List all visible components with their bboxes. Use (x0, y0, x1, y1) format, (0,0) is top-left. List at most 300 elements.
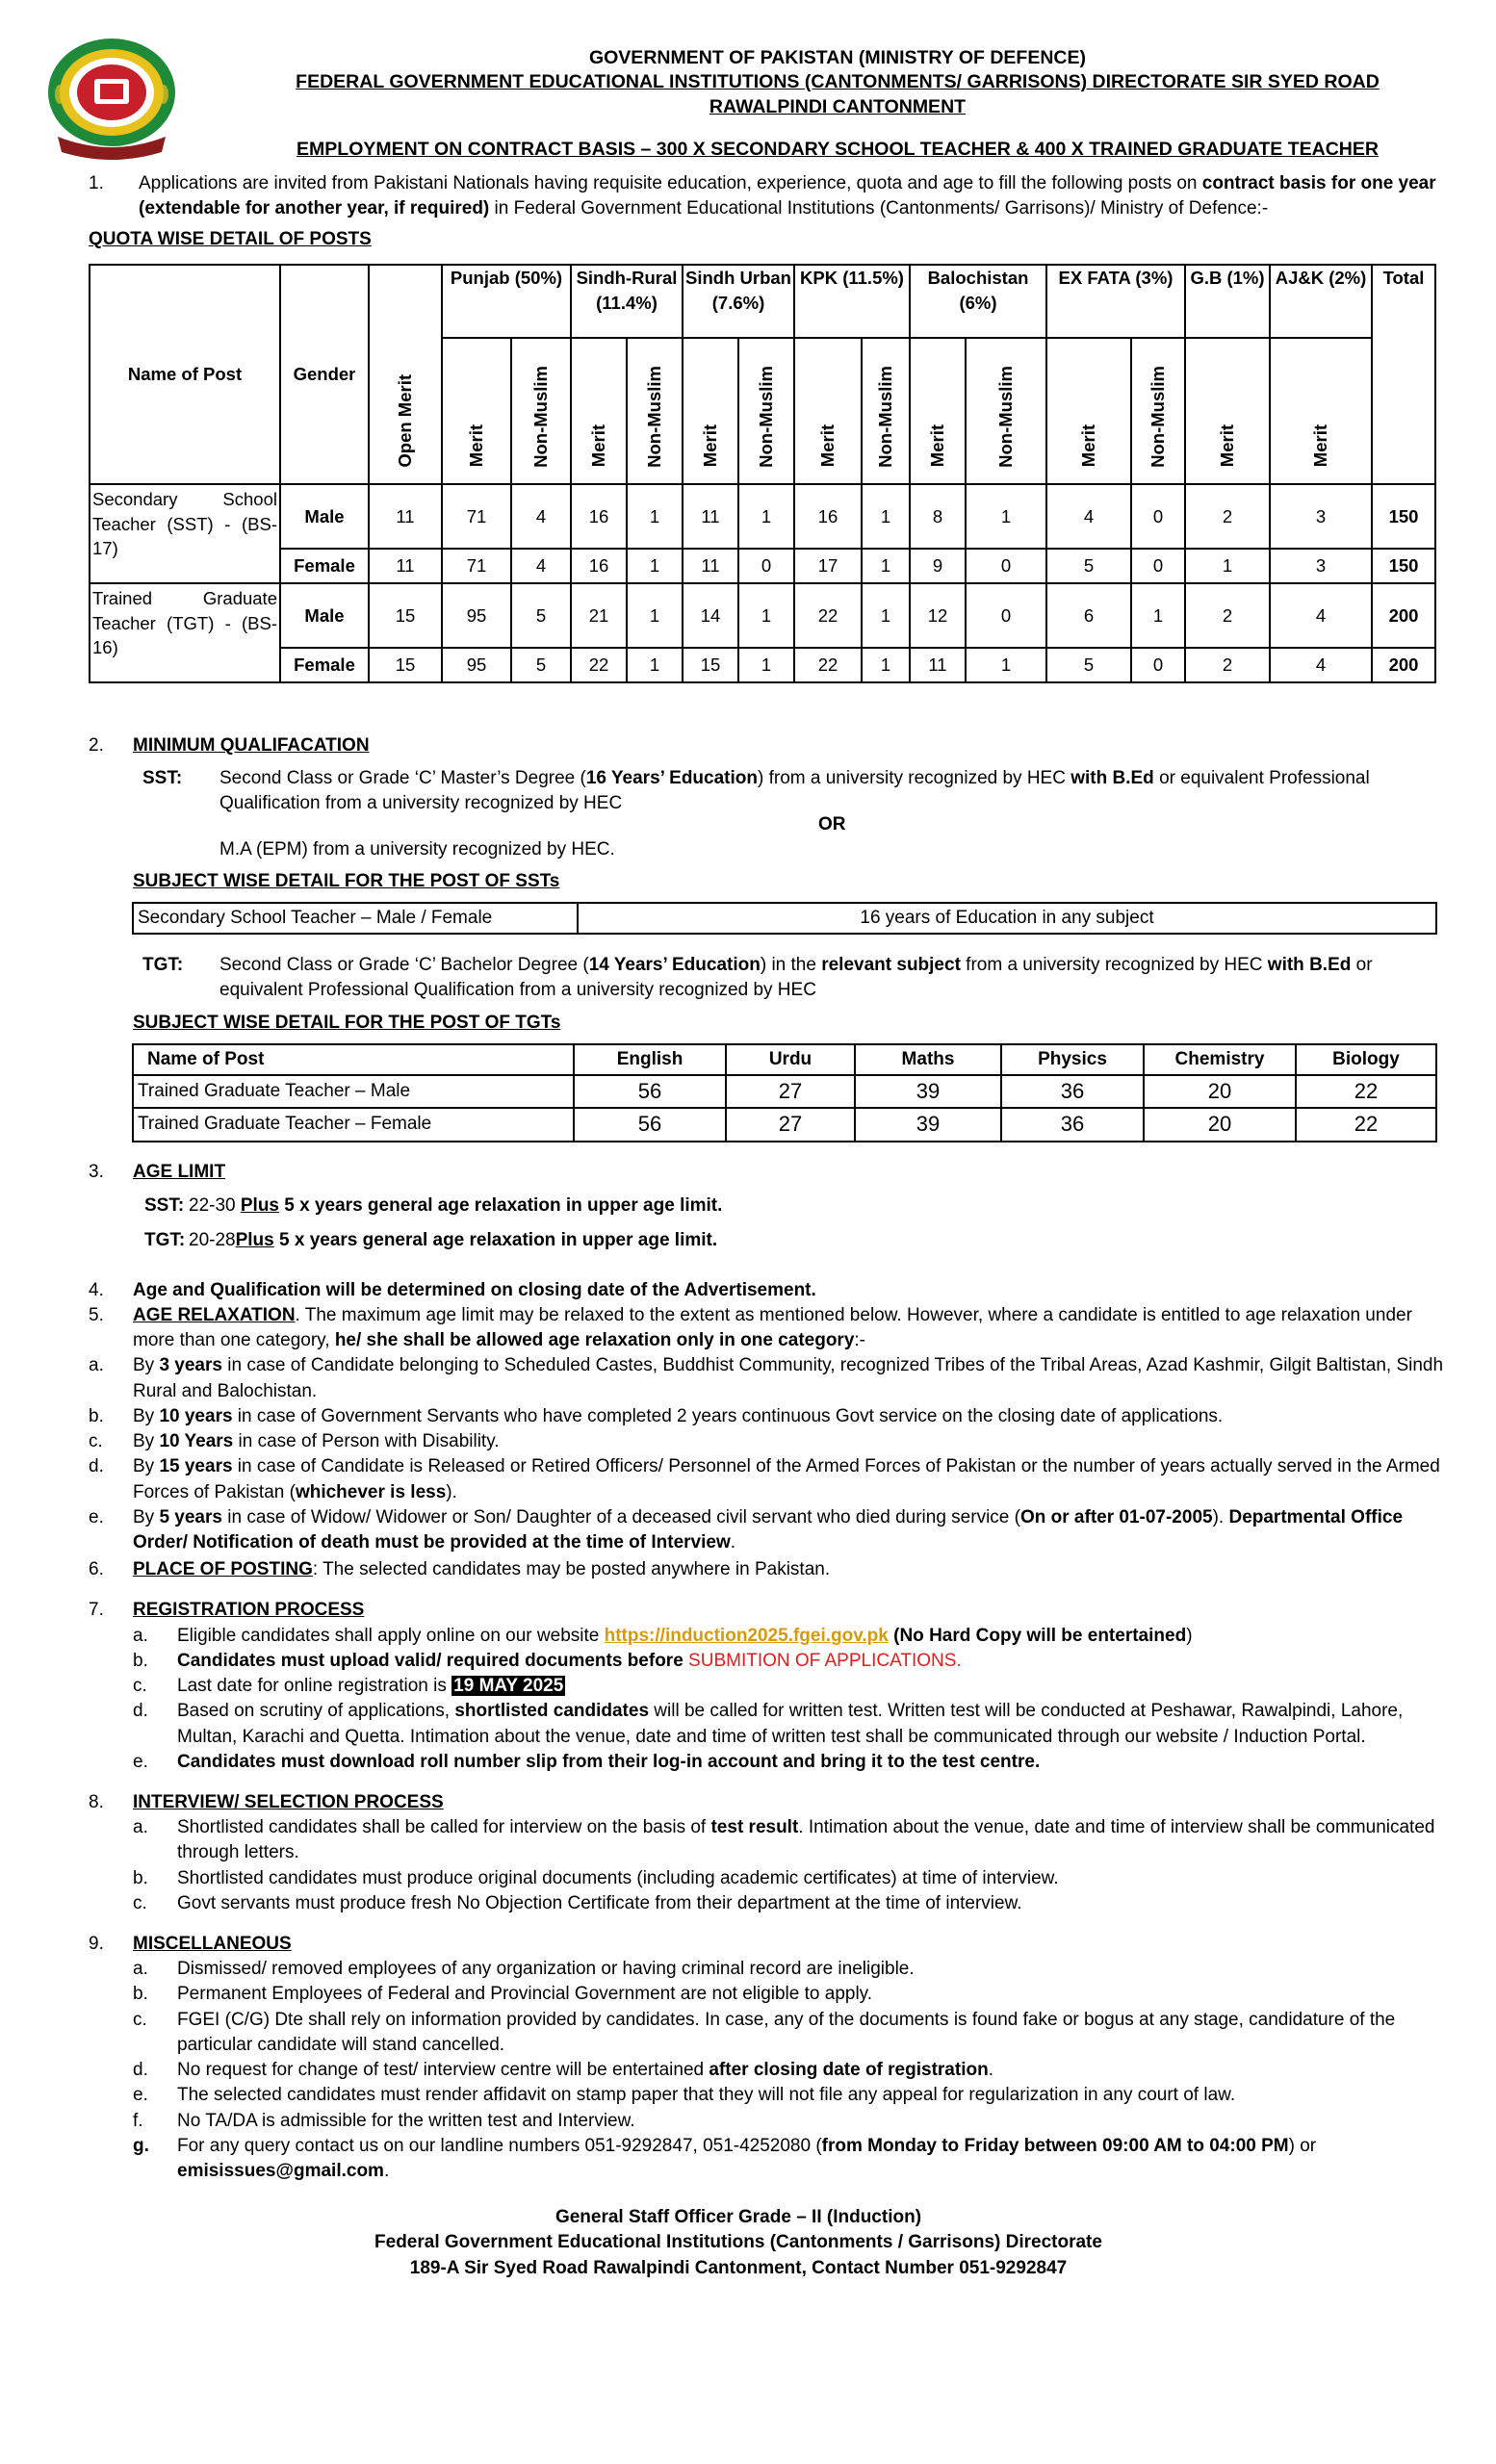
list-letter: b. (133, 1984, 148, 2005)
list-bold: from Monday to Friday between 09:00 AM to 04:00 PM (821, 2135, 1289, 2156)
tgt-label: TGT: (142, 955, 184, 975)
column-header: Maths (855, 1044, 1001, 1075)
list-text: . (730, 1531, 736, 1553)
list-letter: b. (133, 1867, 148, 1888)
table-row (90, 484, 1435, 549)
list-letter: e. (133, 1751, 148, 1772)
tgt-text-b: 14 Years’ Education (588, 955, 761, 975)
footer-line1: General Staff Officer Grade – II (Induction) (555, 2207, 922, 2228)
list-bold: test result (710, 1817, 799, 1838)
list-bold: Departmental Office Order/ Notification of death must be provided at the time of Interview (133, 1506, 1404, 1553)
age-plus: Plus (240, 1195, 279, 1216)
list-item (89, 1353, 1446, 1403)
quota-cell: 4 (1270, 583, 1372, 648)
list-item (89, 1505, 1446, 1555)
sst-text-b: 16 Years’ Education (585, 768, 758, 788)
col-merit-cell (442, 338, 511, 484)
para-number: 4. (89, 1280, 104, 1300)
quota-cell: 4 (1046, 484, 1131, 549)
list-letter: d. (133, 1701, 148, 1722)
document-header (260, 46, 1415, 119)
subject-seat-count: 56 (574, 1075, 726, 1108)
subject-seat-count: 56 (574, 1108, 726, 1141)
list-item (89, 1429, 1446, 1454)
list-text: By (133, 1355, 160, 1376)
contact-email[interactable]: emisissues@gmail.com (177, 2161, 384, 2181)
intro-paragraph (89, 171, 1456, 221)
quota-cell: 11 (683, 549, 738, 583)
column-header: Chemistry (1144, 1044, 1296, 1075)
list-letter: b. (133, 1650, 148, 1671)
footer-line3: 189-A Sir Syed Road Rawalpindi Cantonment, Contact Number 051-9292847 (409, 2257, 1068, 2278)
list-text: By (133, 1456, 160, 1477)
misc-heading: MISCELLANEOUS (133, 1934, 292, 1955)
list-text: in case of Widow/ Widower or Son/ Daughter of a deceased civil servant who died during service ( (221, 1506, 1020, 1527)
sst-subject-heading: SUBJECT WISE DETAIL FOR THE POST OF SSTs (133, 871, 560, 891)
list-bold: 10 years (159, 1405, 233, 1426)
list-letter: a. (133, 1959, 148, 1980)
list-item (89, 1674, 1446, 1699)
para-number: 6. (89, 1559, 104, 1580)
col-non-muslim-cell (1131, 338, 1185, 484)
list-item (89, 1957, 1446, 1982)
list-text: The selected candidates must render affidavit on stamp paper that they will not file any appeal for regularization in any court of law. (177, 2085, 1236, 2106)
list-letter: a. (89, 1355, 104, 1376)
list-text: Permanent Employees of Federal and Provincial Government are not eligible to apply. (177, 1984, 873, 2005)
list-letter: e. (89, 1506, 104, 1527)
list-item (89, 1815, 1446, 1865)
para-number: 7. (89, 1600, 104, 1621)
subject-seat-count: 36 (1001, 1075, 1144, 1108)
quota-cell: 71 (442, 549, 511, 583)
gender-cell: Female (280, 549, 369, 583)
list-text: Dismissed/ removed employees of any organization or having criminal record are ineligible. (177, 1959, 915, 1980)
age-tgt-label: TGT: (144, 1230, 186, 1250)
list-item (89, 1699, 1446, 1749)
list-letter: g. (133, 2135, 149, 2156)
list-bold: shortlisted candidates (454, 1701, 650, 1722)
list-text: ). (1212, 1506, 1229, 1527)
col-non-muslim-cell (511, 338, 571, 484)
list-item (89, 1982, 1446, 2007)
col-merit: Merit (1078, 424, 1099, 468)
col-non-muslim-cell (627, 338, 683, 484)
quota-cell: 1 (627, 648, 683, 682)
quota-cell: 21 (571, 583, 627, 648)
column-header: Physics (1001, 1044, 1144, 1075)
col-total: Total (1372, 265, 1435, 484)
col-merit: Merit (927, 424, 948, 468)
subject-seat-count: 39 (855, 1075, 1001, 1108)
quota-cell: 3 (1270, 549, 1372, 583)
col-merit: Merit (700, 424, 721, 468)
column-header: Name of Post (133, 1044, 574, 1075)
list-bold: 10 Years (159, 1431, 234, 1452)
age-relaxation-list (89, 1353, 1446, 1504)
list-text: Shortlisted candidates shall be called for interview on the basis of (177, 1817, 711, 1838)
para-number: 2. (89, 735, 104, 756)
quota-cell: 4 (1270, 648, 1372, 682)
subject-seat-count: 36 (1001, 1108, 1144, 1141)
list-text: ) or (1288, 2135, 1317, 2156)
quota-cell: 1 (862, 549, 910, 583)
posting-heading: PLACE OF POSTING (133, 1559, 313, 1580)
list-text: For any query contact us on our landline numbers 051-9292847, 051-4252080 ( (177, 2135, 822, 2156)
sst-text-a: Second Class or Grade ‘C’ Master’s Degree ( (219, 768, 586, 788)
quota-cell: 9 (910, 549, 966, 583)
col-non-muslim: Non-Muslim (756, 365, 777, 468)
col-non-muslim-cell (862, 338, 910, 484)
sst-subject-table (132, 902, 1437, 935)
total-cell: 150 (1372, 484, 1435, 549)
subject-seat-count: 27 (726, 1108, 855, 1141)
sst-label: SST: (142, 768, 183, 788)
quota-cell: 0 (1131, 549, 1185, 583)
col-non-muslim: Non-Muslim (644, 365, 665, 468)
sst-subject-post: Secondary School Teacher – Male / Female (133, 903, 578, 934)
list-item (89, 1404, 1446, 1429)
registration-website-link[interactable]: https://induction2025.fgei.gov.pk (604, 1625, 889, 1646)
quota-cell: 8 (910, 484, 966, 549)
sst-text-e: or equivalent Professional Qualification from a university recognized by HEC (219, 768, 1370, 814)
para-4 (89, 1278, 1436, 1303)
quota-cell: 15 (369, 648, 442, 682)
quota-cell: 1 (966, 484, 1046, 549)
list-text: Govt servants must produce fresh No Objection Certificate from their department at the time of interview. (177, 1892, 1022, 1913)
subject-seat-count: 20 (1144, 1075, 1296, 1108)
intro-bold: contract basis for one year (extendable for another year, if required) (139, 173, 1436, 219)
quota-cell: 71 (442, 484, 511, 549)
quota-cell: 11 (369, 484, 442, 549)
header-line3: RAWALPINDI CANTONMENT (709, 95, 967, 117)
para-number: 3. (89, 1162, 104, 1182)
quota-cell: 95 (442, 583, 511, 648)
quota-cell: 1 (862, 648, 910, 682)
col-merit: Merit (1217, 424, 1238, 468)
quota-cell: 2 (1185, 583, 1270, 648)
quota-cell: 0 (966, 583, 1046, 648)
list-text: FGEI (C/G) Dte shall rely on information provided by candidates. In case, any of the documents is found fake or bogus at any stage, candidature of the particular candidate will stand cancelled. (177, 2009, 1396, 2055)
col-merit: Merit (466, 424, 487, 468)
age-relax-text: 5 x years general age relaxation in upper age limit. (279, 1195, 723, 1216)
tgt-text-e: from a university recognized by HEC (960, 955, 1268, 975)
list-item (89, 1750, 1446, 1775)
qualification-heading: MINIMUM QUALIFACATION (133, 735, 370, 756)
misc-list (89, 1957, 1446, 2058)
para-number: 5. (89, 1305, 104, 1325)
list-item (89, 1624, 1446, 1649)
post-name: Trained Graduate Teacher – Female (133, 1108, 574, 1141)
list-text: ). (446, 1481, 457, 1502)
list-bold: 15 years (159, 1456, 233, 1477)
col-merit-cell (683, 338, 738, 484)
quota-cell: 12 (910, 583, 966, 648)
list-letter: c. (89, 1431, 103, 1452)
list-item (89, 2109, 1446, 2134)
sst-qualification (142, 766, 1444, 816)
age-relaxation-heading: AGE RELAXATION (133, 1305, 296, 1325)
col-merit-cell (794, 338, 862, 484)
quota-cell: 1 (738, 583, 794, 648)
col-merit-cell (1270, 338, 1372, 484)
quota-cell: 11 (369, 549, 442, 583)
list-letter: c. (133, 2009, 147, 2030)
region-ajk: AJ&K (2%) (1270, 265, 1372, 338)
list-letter: e. (133, 2085, 148, 2106)
quota-cell: 2 (1185, 648, 1270, 682)
table-row (133, 1075, 1436, 1108)
column-header: Biology (1296, 1044, 1436, 1075)
list-text: By (133, 1506, 160, 1527)
col-non-muslim-cell (738, 338, 794, 484)
submission-highlight: SUBMITION OF APPLICATIONS (688, 1650, 957, 1671)
list-text: in case of Government Servants who have completed 2 years continuous Govt service on the closing date of applications. (232, 1405, 1224, 1426)
list-item (89, 2008, 1446, 2058)
col-non-muslim: Non-Muslim (875, 365, 896, 468)
tgt-subject-table (132, 1043, 1437, 1142)
col-non-muslim: Non-Muslim (995, 365, 1017, 468)
quota-cell: 3 (1270, 484, 1372, 549)
quota-cell: 1 (738, 484, 794, 549)
quota-cell: 1 (862, 484, 910, 549)
quota-cell: 0 (738, 549, 794, 583)
age-relaxation-section (89, 1303, 1446, 2281)
age-plus: Plus (235, 1230, 274, 1250)
col-non-muslim-cell (966, 338, 1046, 484)
list-letter: c. (133, 1676, 147, 1697)
intro-text-end: in Federal Government Educational Institutions (Cantonments/ Garrisons)/ Ministry of Defence:- (489, 198, 1269, 219)
total-cell: 200 (1372, 648, 1435, 682)
list-text: Based on scrutiny of applications, (177, 1701, 455, 1722)
list-item (89, 1454, 1446, 1504)
col-merit: Merit (588, 424, 609, 468)
list-item (89, 2134, 1446, 2184)
quota-cell: 16 (794, 484, 862, 549)
age-sst-label: SST: (144, 1195, 185, 1216)
tgt-text-f: with B.Ed (1267, 955, 1352, 975)
col-non-muslim: Non-Muslim (530, 365, 552, 468)
region-ex-fata: EX FATA (3%) (1046, 265, 1185, 338)
col-open-merit: Open Merit (395, 373, 416, 468)
list-bold: 5 years (159, 1506, 222, 1527)
quota-cell: 11 (910, 648, 966, 682)
col-merit-cell (571, 338, 627, 484)
subject-seat-count: 22 (1296, 1075, 1436, 1108)
list-item (89, 1891, 1446, 1916)
quota-cell: 1 (862, 583, 910, 648)
subject-seat-count: 20 (1144, 1108, 1296, 1141)
age-relaxation-text-b: he/ she shall be allowed age relaxation only in one category (334, 1330, 855, 1351)
total-cell: 200 (1372, 583, 1435, 648)
age-relax-text: 5 x years general age relaxation in upper age limit. (273, 1230, 718, 1250)
list-bold: On or after 01-07-2005 (1019, 1506, 1213, 1527)
sst-text-c: ) from a university recognized by HEC (758, 768, 1071, 788)
table-row (90, 583, 1435, 648)
quota-cell: 16 (571, 484, 627, 549)
list-text: No request for change of test/ interview centre will be entertained (177, 2060, 709, 2081)
region-sindh-urban: Sindh Urban (7.6%) (683, 265, 794, 338)
age-sst (144, 1194, 723, 1219)
subject-seat-count: 39 (855, 1108, 1001, 1141)
quota-cell: 5 (1046, 549, 1131, 583)
document-title: EMPLOYMENT ON CONTRACT BASIS – 300 X SECONDARY SCHOOL TEACHER & 400 X TRAINED GRADUATE TEACHER (297, 139, 1379, 160)
age-sst-range: 22-30 (189, 1195, 241, 1216)
tgt-text-g: or equivalent Professional Qualification from a university recognized by HEC (219, 955, 1373, 1001)
list-letter: d. (133, 2060, 148, 2081)
header-line1: GOVERNMENT OF PAKISTAN (MINISTRY OF DEFENCE) (588, 47, 1087, 68)
list-text: By (133, 1405, 160, 1426)
quota-cell: 1 (738, 648, 794, 682)
quota-cell: 5 (511, 583, 571, 648)
col-non-muslim: Non-Muslim (1148, 365, 1169, 468)
list-text: ) (1186, 1625, 1193, 1646)
tgt-text-d: relevant subject (821, 955, 961, 975)
list-text: By (133, 1431, 160, 1452)
list-letter: b. (89, 1405, 104, 1426)
quota-cell: 1 (1185, 549, 1270, 583)
quota-body (90, 484, 1435, 682)
quota-cell: 16 (571, 549, 627, 583)
region-gb: G.B (1%) (1185, 265, 1270, 338)
list-letter: a. (133, 1625, 148, 1646)
sst-alt-qualification: M.A (EPM) from a university recognized by HEC. (219, 839, 615, 860)
quota-cell: 22 (794, 648, 862, 682)
quota-cell: 5 (1046, 648, 1131, 682)
post-name: Trained Graduate Teacher – Male (133, 1075, 574, 1108)
list-bold: 3 years (159, 1355, 222, 1376)
qualification-section (89, 733, 1436, 758)
list-letter: d. (89, 1456, 104, 1477)
quota-table (89, 264, 1436, 683)
col-merit: Merit (817, 424, 838, 468)
list-text: Shortlisted candidates must produce original documents (including academic certificates) at time of interview. (177, 1867, 1059, 1888)
sst-text-d: with B.Ed (1070, 768, 1154, 788)
region-punjab: Punjab (50%) (442, 265, 571, 338)
region-kpk: KPK (11.5%) (794, 265, 910, 338)
table-row (90, 549, 1435, 583)
list-bold: Candidates must download roll number slip from their log-in account and bring it to the test centre. (177, 1751, 1041, 1772)
list-text: . (383, 2161, 390, 2181)
column-header: English (574, 1044, 726, 1075)
intro-text: Applications are invited from Pakistani Nationals having requisite education, experience, quota and age to fill the following posts on (139, 173, 1202, 193)
quota-cell: 5 (511, 648, 571, 682)
col-merit: Merit (1310, 424, 1331, 468)
quota-cell: 22 (571, 648, 627, 682)
subject-seat-count: 27 (726, 1075, 855, 1108)
col-merit-cell (1046, 338, 1131, 484)
para-number: 8. (89, 1791, 104, 1812)
gender-cell: Male (280, 583, 369, 648)
list-text: Eligible candidates shall apply online on our website (177, 1625, 605, 1646)
list-item (89, 1866, 1446, 1891)
list-text: Last date for online registration is (177, 1676, 452, 1697)
para-number: 9. (89, 1934, 104, 1955)
age-relaxation-text-c: :- (854, 1330, 865, 1351)
list-text: . (988, 2060, 993, 2081)
age-relaxation-text-a: . The maximum age limit may be relaxed to the extent as mentioned below. However, where a candidate is entitled to age relaxation under more than one category, (133, 1305, 1412, 1351)
list-text: in case of Candidate is Released or Retired Officers/ Personnel of the Armed Forces of Pakistan or the number of years actually served in the Armed Forces of Pakistan ( (133, 1456, 1440, 1502)
quota-cell: 95 (442, 648, 511, 682)
gender-cell: Male (280, 484, 369, 549)
list-letter: f. (133, 2110, 143, 2131)
quota-cell: 2 (1185, 484, 1270, 549)
list-text: . (956, 1650, 962, 1671)
list-text: No TA/DA is admissible for the written test and Interview. (177, 2110, 635, 2131)
gender-cell: Female (280, 648, 369, 682)
list-text: in case of Candidate belonging to Scheduled Castes, Buddhist Community, recognized Tribes of the Tribal Areas, Azad Kashmir, Gilgit Baltistan, Sindh Rural and Balochistan. (133, 1355, 1444, 1401)
list-text: . Intimation about the venue, date and time of interview shall be communicated through letters. (177, 1817, 1435, 1863)
quota-cell: 22 (794, 583, 862, 648)
age-heading: AGE LIMIT (133, 1162, 226, 1182)
col-gender: Gender (280, 265, 369, 484)
post-name: Secondary School Teacher (SST) - (BS-17) (90, 484, 280, 583)
tgt-subject-body (133, 1044, 1436, 1142)
header-line2: FEDERAL GOVERNMENT EDUCATIONAL INSTITUTIONS (CANTONMENTS/ GARRISONS) DIRECTORATE SIR SYED ROAD (296, 71, 1380, 93)
quota-cell: 11 (683, 484, 738, 549)
list-bold: Candidates must upload valid/ required documents before (177, 1650, 689, 1671)
col-merit-cell (1185, 338, 1270, 484)
list-item (89, 2058, 1446, 2083)
list-bold: after closing date of registration (709, 2060, 989, 2081)
list-bold: whichever is less (295, 1481, 447, 1502)
col-name-of-post: Name of Post (90, 265, 280, 484)
quota-cell: 15 (369, 583, 442, 648)
table-row (133, 1108, 1436, 1141)
quota-cell: 4 (511, 484, 571, 549)
or-label: OR (818, 814, 846, 834)
registration-heading: REGISTRATION PROCESS (133, 1600, 365, 1621)
footer-line2: Federal Government Educational Institutions (Cantonments / Garrisons) Directorate (374, 2232, 1102, 2253)
quota-cell: 1 (966, 648, 1046, 682)
region-sindh-rural: Sindh-Rural (11.4%) (571, 265, 683, 338)
table-header-row (133, 1044, 1436, 1075)
quota-cell: 0 (966, 549, 1046, 583)
subject-seat-count: 22 (1296, 1108, 1436, 1141)
interview-heading: INTERVIEW/ SELECTION PROCESS (133, 1791, 444, 1812)
tgt-text-a: Second Class or Grade ‘C’ Bachelor Degree ( (219, 955, 589, 975)
region-balochistan: Balochistan (6%) (910, 265, 1046, 338)
quota-cell: 1 (627, 583, 683, 648)
column-header: Urdu (726, 1044, 855, 1075)
col-merit-cell (910, 338, 966, 484)
age-tgt (144, 1228, 718, 1253)
list-text: in case of Person with Disability. (233, 1431, 500, 1452)
quota-cell: 4 (511, 549, 571, 583)
posting-text: : The selected candidates may be posted anywhere in Pakistan. (312, 1559, 831, 1580)
list-letter: c. (133, 1892, 147, 1913)
tgt-subject-heading: SUBJECT WISE DETAIL FOR THE POST OF TGTs (133, 1013, 561, 1033)
quota-cell: 0 (1131, 484, 1185, 549)
para-4-text: Age and Qualification will be determined on closing date of the Advertisement. (133, 1280, 816, 1300)
list-letter: a. (133, 1817, 148, 1838)
signature-block (31, 2205, 1446, 2281)
col-open-merit-cell (369, 265, 442, 484)
para-number: 1. (89, 173, 104, 193)
table-row (90, 648, 1435, 682)
tgt-text-c: ) in the (760, 955, 822, 975)
quota-heading: QUOTA WISE DETAIL OF POSTS (89, 229, 372, 249)
quota-cell: 14 (683, 583, 738, 648)
list-item (89, 1649, 1446, 1674)
list-text: will be called for written test. Written test will be conducted at Peshawar, Rawalpindi, Lahore, Multan, Karachi and Quetta. Intimation about the venue, date and time of written test shall be communicated through our website / Induction Portal. (177, 1701, 1404, 1747)
post-name: Trained Graduate Teacher (TGT) - (BS-16) (90, 583, 280, 682)
list-bold: (No Hard Copy will be entertained (888, 1625, 1187, 1646)
quota-cell: 15 (683, 648, 738, 682)
last-date-badge: 19 MAY 2025 (453, 1676, 564, 1697)
quota-cell: 17 (794, 549, 862, 583)
age-tgt-range: 20-28 (189, 1230, 236, 1250)
quota-cell: 1 (627, 549, 683, 583)
